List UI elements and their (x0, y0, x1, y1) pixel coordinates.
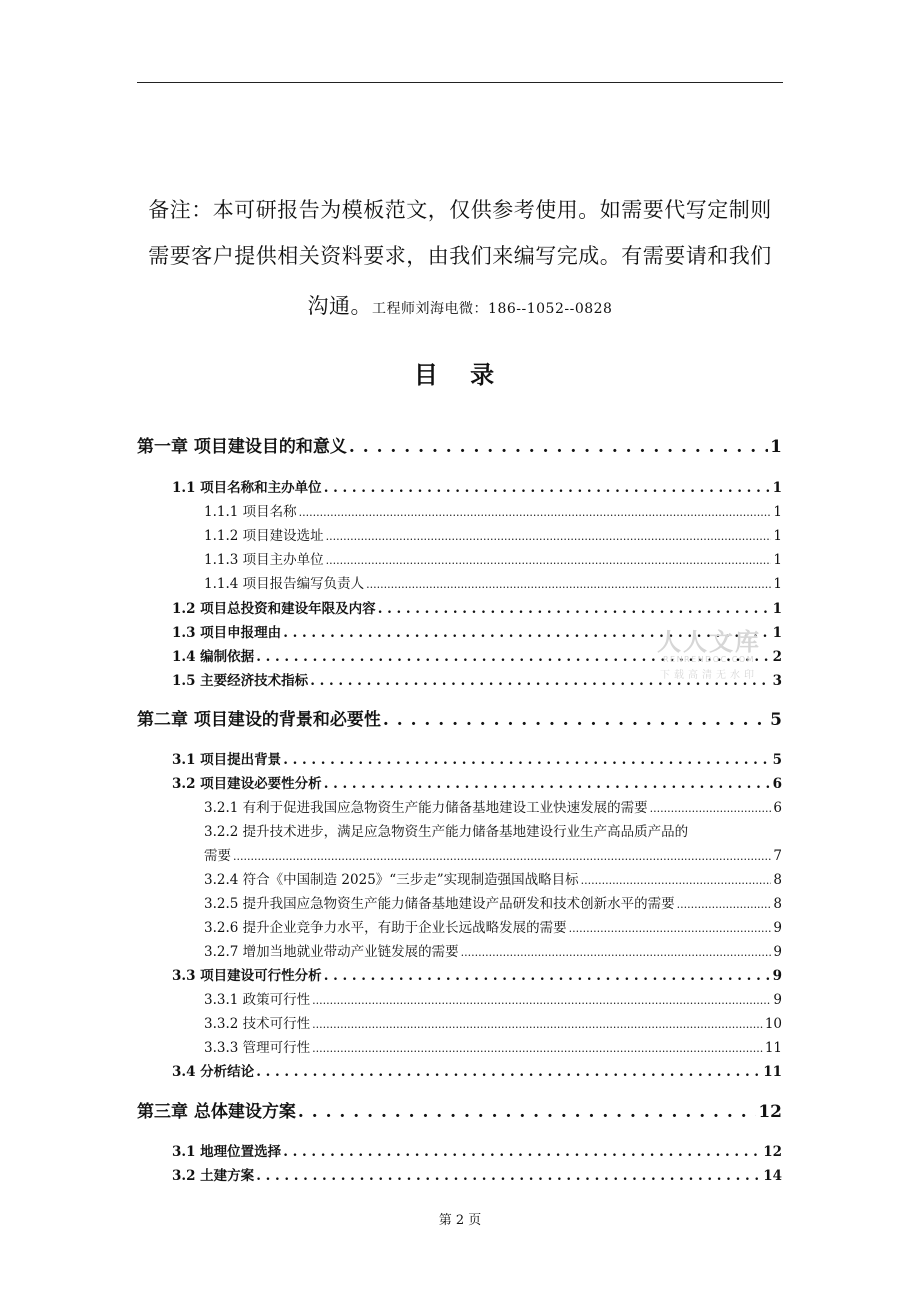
toc-subsection[interactable] (204, 524, 782, 544)
toc-leader (233, 848, 771, 864)
toc-label: 3.3.1 政策可行性 (204, 992, 311, 1008)
toc-page-number: 3 (772, 673, 782, 689)
toc-label: 3.1 地理位置选择 (172, 1144, 282, 1160)
toc-label: 1.1 项目名称和主办单位 (172, 480, 322, 496)
toc-leader (256, 1064, 761, 1080)
note-line-2: 需要客户提供相关资料要求，由我们来编写完成。有需要请和我们 (148, 244, 772, 268)
toc-label: 1.2 项目总投资和建设年限及内容 (172, 601, 376, 617)
toc-section[interactable] (172, 476, 782, 496)
toc-label: 3.2 土建方案 (172, 1168, 255, 1184)
toc-page-number: 9 (773, 992, 782, 1008)
toc-subsection[interactable] (204, 868, 782, 888)
toc-leader (569, 920, 772, 936)
toc-page-number: 5 (772, 752, 782, 768)
toc-leader (256, 1168, 761, 1184)
toc-label: 3.4 分析结论 (172, 1064, 255, 1080)
toc-entry-wrapped[interactable]: 3.2.2 提升技术进步，满足应急物资生产能力储备基地建设行业生产高品质产品的 (204, 824, 689, 840)
toc-label: 第一章 项目建设目的和意义 (137, 437, 347, 457)
toc-section[interactable] (172, 597, 782, 617)
toc-label: 3.2.1 有利于促进我国应急物资生产能力储备基地建设工业快速发展的需要 (204, 800, 648, 816)
toc-leader (650, 800, 772, 816)
toc-chapter[interactable] (137, 432, 782, 457)
toc-section[interactable] (172, 964, 782, 984)
toc-leader (298, 1102, 756, 1122)
toc-leader (383, 710, 768, 730)
toc-page-number: 6 (773, 800, 782, 816)
toc-page-number: 12 (758, 1102, 782, 1122)
toc-leader (299, 504, 772, 520)
note-line-3-main: 沟通。 (307, 294, 373, 318)
toc-page-number: 9 (773, 920, 782, 936)
toc-chapter[interactable] (137, 1097, 782, 1122)
toc-subsection[interactable] (204, 844, 782, 864)
toc-page-number: 1 (773, 576, 782, 592)
toc-page-number: 12 (763, 1144, 782, 1160)
toc-page-number: 6 (772, 776, 782, 792)
toc-chapter[interactable] (137, 705, 782, 730)
toc-label: 1.4 编制依据 (172, 649, 255, 665)
toc-page-number: 11 (764, 1040, 782, 1056)
toc-page-number: 1 (773, 552, 782, 568)
toc-subsection[interactable] (204, 548, 782, 568)
header-rule (137, 82, 783, 83)
toc-label: 3.3 项目建设可行性分析 (172, 968, 322, 984)
toc-label: 第三章 总体建设方案 (137, 1102, 296, 1122)
toc-page-number: 1 (773, 504, 782, 520)
watermark-sub: 下载高清无水印 (660, 670, 758, 681)
contact-info: 工程师刘海电微：186--1052--0828 (372, 301, 613, 317)
toc-leader (312, 1040, 763, 1056)
toc-label: 需要 (204, 848, 231, 864)
toc-label: 3.2 项目建设必要性分析 (172, 776, 322, 792)
toc-leader (324, 776, 771, 792)
toc-subsection[interactable] (204, 916, 782, 936)
watermark-cn: 人人文库 (657, 628, 761, 656)
toc-subsection[interactable] (204, 572, 782, 592)
toc-leader (378, 601, 771, 617)
toc-page-number: 11 (763, 1064, 782, 1080)
toc-leader (324, 480, 771, 496)
watermark-en: RENRENDOC.COM (662, 655, 756, 664)
toc-title: 目 录 (413, 360, 507, 389)
toc-section[interactable] (172, 772, 782, 792)
note-line-1: 备注：本可研报告为模板范文，仅供参考使用。如需要代写定制则 (148, 198, 772, 222)
toc-page-number: 8 (773, 896, 782, 912)
page-number: 第 2 页 (438, 1213, 482, 1228)
toc-subsection[interactable] (204, 940, 782, 960)
toc-leader (283, 1144, 761, 1160)
toc-page-number: 8 (773, 872, 782, 888)
toc-page-number: 9 (772, 968, 782, 984)
toc-page-number: 2 (772, 649, 782, 665)
watermark-logo (645, 622, 773, 681)
toc-section[interactable] (172, 1060, 782, 1080)
toc-subsection[interactable] (204, 988, 782, 1008)
toc-label: 3.3.2 技术可行性 (204, 1016, 311, 1032)
toc-page-number: 9 (773, 944, 782, 960)
toc-subsection[interactable] (204, 1036, 782, 1056)
toc-subsection[interactable] (204, 500, 782, 520)
toc-page-number: 1 (772, 601, 782, 617)
toc-leader (312, 992, 771, 1008)
toc-page-number: 1 (772, 625, 782, 641)
note-line-3 (140, 290, 780, 320)
toc-subsection[interactable] (204, 796, 782, 816)
toc-leader (283, 752, 770, 768)
toc-label: 1.1.4 项目报告编写负责人 (204, 576, 365, 592)
toc-label: 1.1.1 项目名称 (204, 504, 297, 520)
toc-leader (326, 552, 772, 568)
toc-label: 1.1.3 项目主办单位 (204, 552, 324, 568)
toc-page-number: 7 (773, 848, 782, 864)
toc-page-number: 1 (772, 480, 782, 496)
toc-section[interactable] (172, 1140, 782, 1160)
toc-label: 1.1.2 项目建设选址 (204, 528, 324, 544)
toc-label: 1.3 项目申报理由 (172, 625, 282, 641)
toc-leader (677, 896, 772, 912)
toc-leader (461, 944, 772, 960)
toc-page-number: 1 (773, 528, 782, 544)
toc-section[interactable] (172, 1164, 782, 1184)
toc-page-number: 10 (764, 1016, 782, 1032)
toc-leader (366, 576, 771, 592)
toc-label: 3.2.7 增加当地就业带动产业链发展的需要 (204, 944, 459, 960)
toc-label: 3.3.3 管理可行性 (204, 1040, 311, 1056)
toc-leader (312, 1016, 763, 1032)
toc-subsection[interactable] (204, 892, 782, 912)
toc-page-number: 5 (770, 710, 782, 730)
toc-leader (326, 528, 772, 544)
toc-label: 3.2.6 提升企业竞争力水平，有助于企业长远战略发展的需要 (204, 920, 567, 936)
toc-label: 3.2.5 提升我国应急物资生产能力储备基地建设产品研发和技术创新水平的需要 (204, 896, 675, 912)
toc-leader (581, 872, 772, 888)
toc-label: 1.5 主要经济技术指标 (172, 673, 309, 689)
toc-label: 第二章 项目建设的背景和必要性 (137, 710, 381, 730)
toc-label: 3.1 项目提出背景 (172, 752, 282, 768)
toc-subsection[interactable] (204, 1012, 782, 1032)
toc-leader (349, 437, 768, 457)
toc-section[interactable] (172, 748, 782, 768)
toc-label: 3.2.4 符合《中国制造 2025》“三步走”实现制造强国战略目标 (204, 872, 579, 888)
toc-leader (324, 968, 771, 984)
toc-page-number: 1 (770, 437, 782, 457)
toc-page-number: 14 (763, 1168, 782, 1184)
